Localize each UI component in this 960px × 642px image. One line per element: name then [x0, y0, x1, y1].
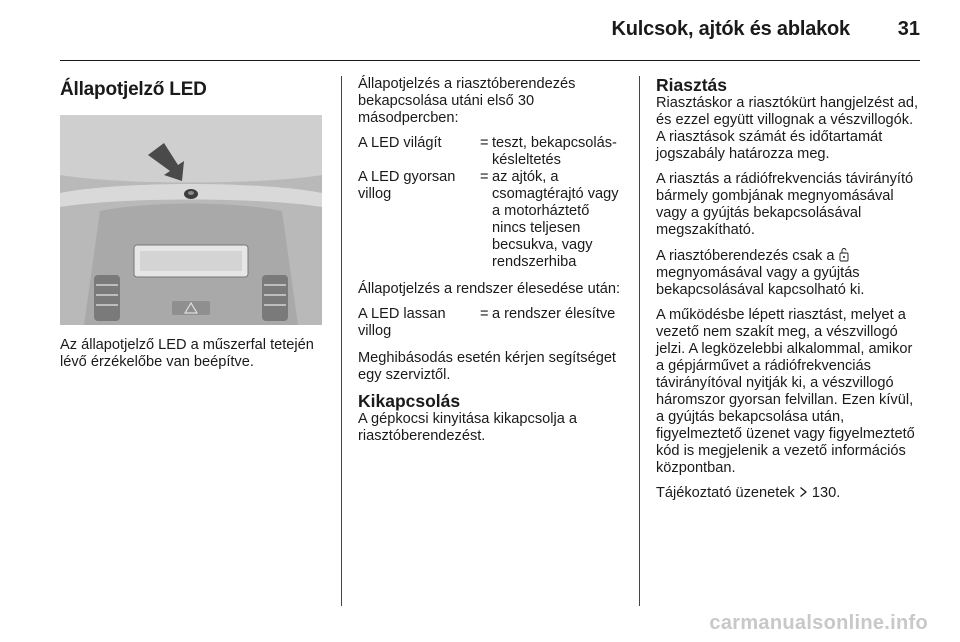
figure-caption: Az állapotjelző LED a műszerfal tetején lévő érzékelőbe van beépítve. [60, 337, 314, 370]
status-intro: Állapotjelzés a riasztóberendezés bekapcsolása utáni első 30 másodpercben: [358, 76, 576, 126]
section-heading-led: Állapotjelző LED [60, 79, 207, 100]
column-2 [358, 76, 628, 453]
table-value: a rendszer élesítve [492, 306, 616, 322]
section-heading-alarm: Riasztás [656, 75, 728, 95]
dashboard-led-figure [60, 115, 322, 325]
column-3 [656, 76, 924, 510]
table-equals: = [480, 169, 489, 185]
watermark: carmanualsonline.info [709, 612, 928, 634]
status-table-armed [358, 306, 624, 340]
reference-label: Tájékoztató üzenetek [656, 485, 795, 501]
table-value: teszt, bekapcsolás-késleltetés [492, 135, 617, 168]
header-rule [60, 60, 920, 61]
disarm-text: A gépkocsi kinyitása kikapcsolja a riasztóberendezést. [358, 411, 578, 444]
armed-intro: Állapotjelzés a rendszer élesedése után: [358, 281, 621, 297]
status-table-initial [358, 135, 624, 271]
column-divider-2 [639, 76, 640, 606]
alarm-paragraph-3-end: megnyomásával vagy a gyújtás bekapcsolásával kapcsolható ki. [656, 265, 865, 298]
table-value: az ajtók, a csomagtérajtó vagy a motorháztető nincs teljesen becsukva, vagy rendszerhiba [492, 169, 619, 270]
page-number: 31 [897, 18, 920, 40]
alarm-paragraph-4: A működésbe lépett riasztást, melyet a vezető nem szakít meg, a vészvillogó jelzi. A legközelebbi alkalommal, amikor a gépjárművet a rádiófrekvenciás távirányítóval nyitják ki, a vészvillogó háromszor gyorsan felvillan. Ezen kívül, a gyújtás bekapcsolása után, figyelmeztető üzenet vagy figyelmeztető kód is megjelenik a vezető információs központban. [656, 307, 915, 476]
dashboard-illustration [60, 115, 322, 325]
table-key: A LED világít [358, 135, 442, 151]
table-row [358, 169, 624, 271]
table-equals: = [480, 135, 489, 151]
reference-arrow-icon [799, 486, 808, 498]
unlock-key-icon [839, 247, 849, 262]
alarm-paragraph-3 [656, 247, 924, 299]
alarm-paragraph-3-start: A riasztóberendezés csak a [656, 248, 835, 264]
alarm-paragraph-1: Riasztáskor a riasztókürt hangjelzést ad, és ezzel együtt villognak a vészvillogók. A riasztások számát és időtartamát jogszabály határozza meg. [656, 95, 918, 162]
section-heading-disarm: Kikapcsolás [358, 391, 461, 411]
fault-text: Meghibásodás esetén kérjen segítséget egy szerviztől. [358, 350, 616, 383]
table-key: A LED lassan villog [358, 306, 446, 339]
reference-page-link[interactable]: 130. [811, 485, 841, 501]
column-divider-1 [341, 76, 342, 606]
column-1 [60, 76, 332, 379]
table-row [358, 135, 624, 169]
table-equals: = [480, 306, 489, 322]
alarm-paragraph-5 [656, 485, 924, 502]
alarm-paragraph-2: A riasztás a rádiófrekvenciás távirányító bármely gombjának megnyomásával vagy a gyújtás bekapcsolásával megszakítható. [656, 171, 914, 238]
table-row [358, 306, 624, 340]
header-title: Kulcsok, ajtók és ablakok [611, 18, 850, 40]
table-key: A LED gyorsan villog [358, 169, 456, 202]
